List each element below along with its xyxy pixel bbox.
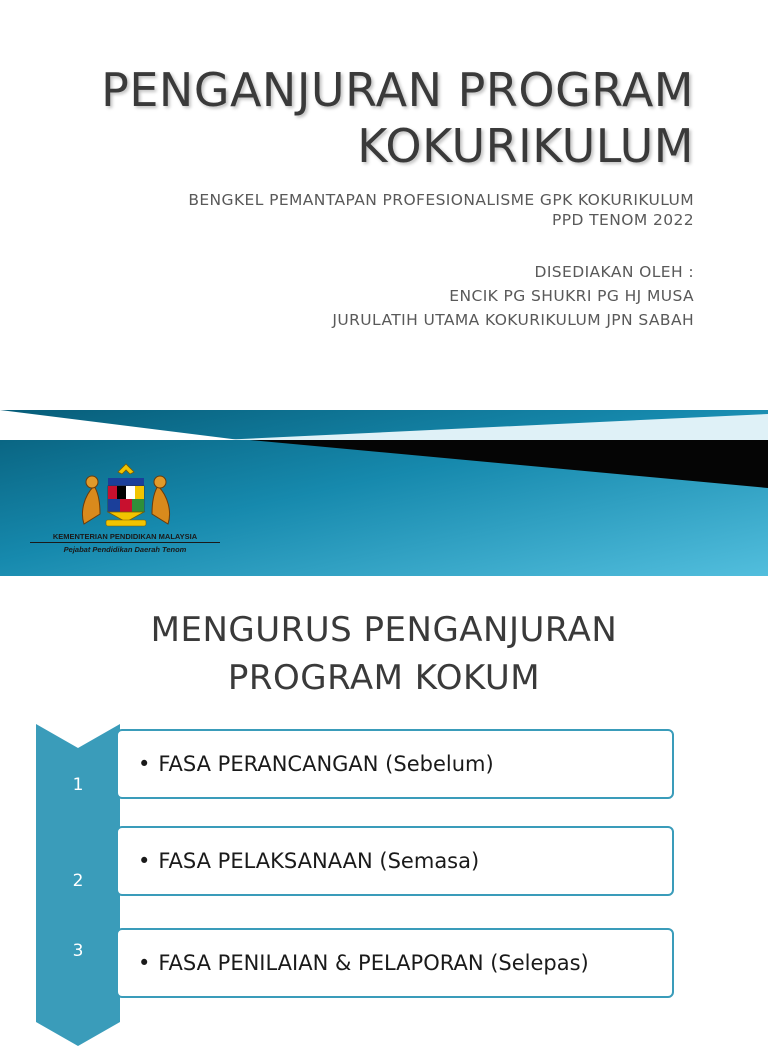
step-2-bullet: • [138, 849, 151, 873]
step-1-box [116, 729, 674, 799]
prepared-by-block [14, 260, 694, 332]
step-2-number: 2 [72, 871, 84, 891]
slide-title [14, 62, 694, 174]
step-3-bullet: • [138, 951, 151, 975]
subtitle-line-2: PPD TENOM 2022 [552, 211, 694, 229]
malaysia-coat-of-arms-icon [78, 462, 174, 530]
presenter-name: ENCIK PG SHUKRI PG HJ MUSA [449, 287, 694, 305]
slide-subtitle [14, 190, 694, 230]
step-2-text: FASA PELAKSANAAN (Semasa) [158, 849, 480, 873]
subtitle-line-1: BENGKEL PEMANTAPAN PROFESIONALISME GPK KOKURIKULUM [188, 191, 694, 209]
step-3-chevron [36, 916, 120, 1046]
ministry-label [30, 532, 220, 554]
step-3-text: FASA PENILAIAN & PELAPORAN (Selepas) [158, 951, 589, 975]
district-office-name: Pejabat Pendidikan Daerah Tenom [63, 545, 187, 554]
process-title-line-1: MENGURUS PENGANJURAN [150, 610, 618, 650]
process-slide-title [84, 606, 684, 702]
ministry-divider [30, 542, 220, 543]
step-1-bullet: • [138, 752, 151, 776]
prepared-by-label: DISEDIAKAN OLEH : [534, 263, 694, 281]
slide-title-line-1: PENGANJURAN PROGRAM [101, 63, 694, 117]
step-1-number: 1 [72, 775, 84, 795]
step-1-text: FASA PERANCANGAN (Sebelum) [158, 752, 494, 776]
presenter-role: JURULATIH UTAMA KOKURIKULUM JPN SABAH [332, 311, 694, 329]
ministry-name: KEMENTERIAN PENDIDIKAN MALAYSIA [52, 532, 198, 541]
step-3-number: 3 [72, 941, 84, 961]
step-3-box [116, 928, 674, 998]
process-slide [0, 576, 768, 1024]
step-2-box [116, 826, 674, 896]
slide-title-line-2: KOKURIKULUM [357, 119, 694, 173]
process-title-line-2: PROGRAM KOKUM [227, 658, 541, 698]
